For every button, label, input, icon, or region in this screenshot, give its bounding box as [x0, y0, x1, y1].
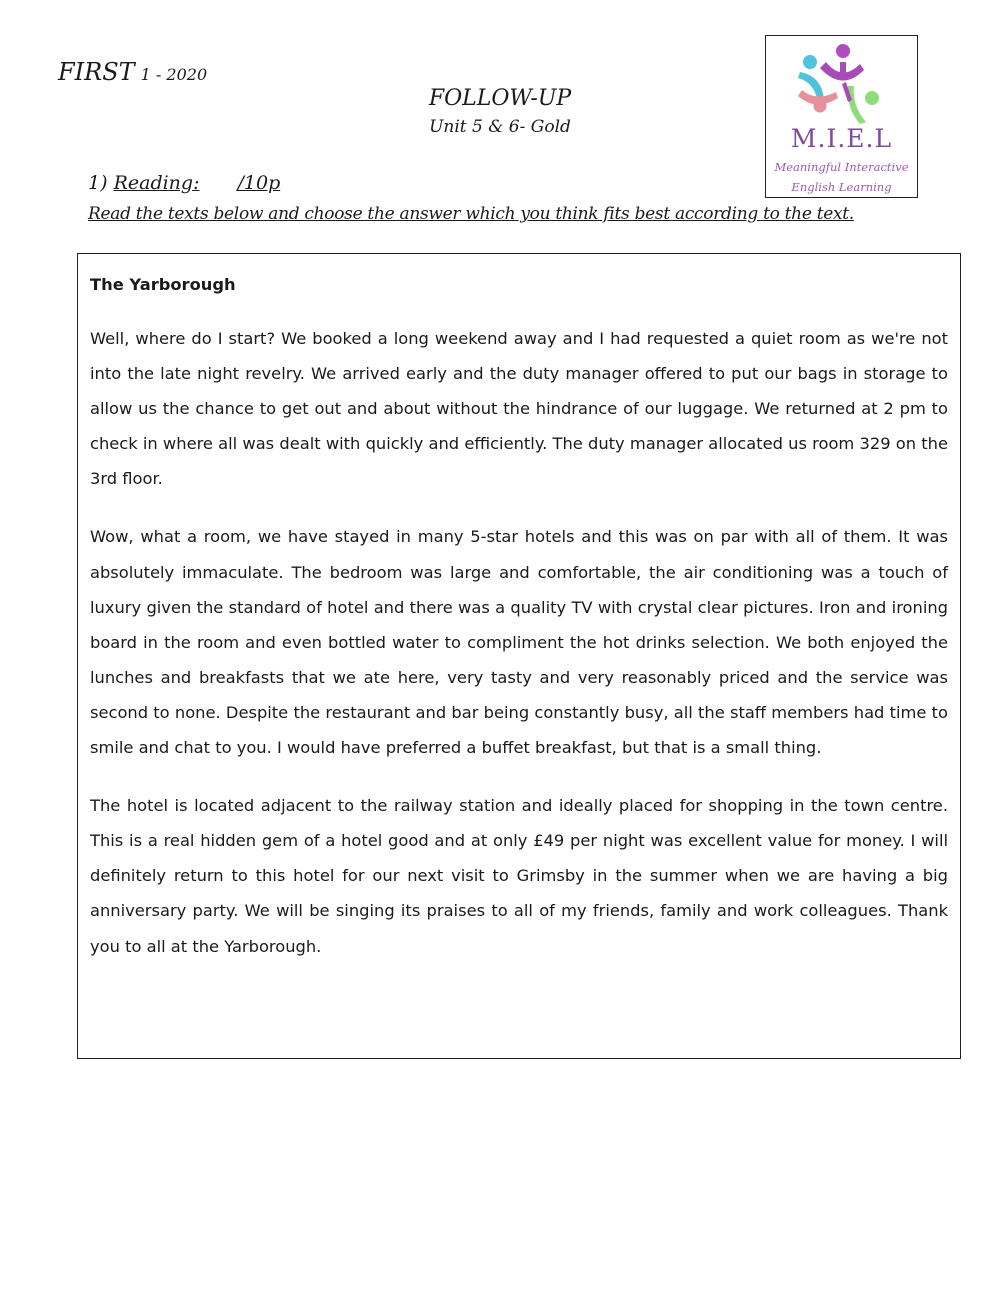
reading-paragraph: Wow, what a room, we have stayed in many 5-star hotels and this was on par with all of them. It was absolutely immaculate. The bedroom was large and comfortable, the air conditioning was a touch of luxury given the standard of hotel and there was a quality TV with crystal clear pictures. Iron and ironing board in the room and even bottled water to compliment the hot drinks selection. We both enjoyed the lunches and breakfasts that we ate here, very tasty and very reasonably priced and the service was second to none. Despite the restaurant and bar being constantly busy, all the staff members had time to smile and chat to you. I would have preferred a buffet breakfast, but that is a small thing.	[90, 527, 948, 758]
section-number: 1)	[88, 172, 108, 194]
logo-figure-purple-head	[836, 44, 850, 58]
logo-figure-blue-head	[803, 55, 817, 69]
reading-text-title: The Yarborough	[90, 275, 236, 294]
page-title: FOLLOW-UP	[428, 86, 572, 111]
logo-name: M.I.E.L	[790, 124, 893, 153]
section-name-text: Reading:	[113, 172, 200, 194]
miel-logo	[765, 35, 918, 198]
logo-tagline-line1: Meaningful Interactive	[774, 160, 909, 174]
course-code	[58, 58, 207, 86]
reading-paragraph: Well, where do I start? We booked a long weekend away and I had requested a quiet room as we're not into the late night revelry. We arrived early and the duty manager offered to put our bags in storage to allow us the chance to get out and about without the hindrance of our luggage. We returned at 2 pm to check in where all was dealt with quickly and efficiently. The duty manager allocated us room 329 on the 3rd floor.	[90, 329, 948, 489]
logo-figure-purple-body	[840, 62, 846, 76]
reading-text-box	[77, 253, 961, 1059]
section-name	[114, 172, 281, 194]
logo-figure-green-head	[865, 91, 879, 105]
course-year: 1 - 2020	[140, 65, 208, 84]
miel-figures-icon	[796, 42, 888, 124]
page-subtitle: Unit 5 & 6- Gold	[429, 117, 571, 137]
section-points: /10p	[237, 172, 281, 194]
course-code-label: FIRST	[58, 58, 135, 86]
section-instructions: Read the texts below and choose the answer which you think fits best according to the text.	[88, 204, 854, 224]
logo-figure-green-arms	[848, 86, 866, 124]
section-heading	[88, 172, 280, 194]
reading-paragraph: The hotel is located adjacent to the railway station and ideally placed for shopping in the town centre. This is a real hidden gem of a hotel good and at only £49 per night was excellent value for money. I will definitely return to this hotel for our next visit to Grimsby in the summer when we are having a big anniversary party. We will be singing its praises to all of my friends, family and work colleagues. Thank you to all at the Yarborough.	[90, 796, 948, 956]
logo-tagline-line2: English Learning	[791, 180, 892, 194]
